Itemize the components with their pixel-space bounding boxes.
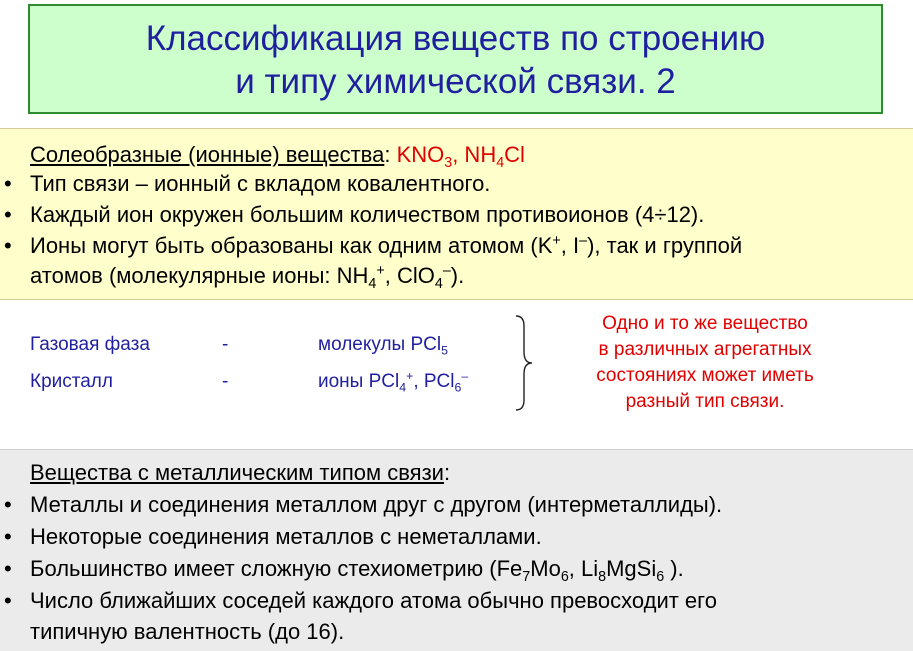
phase-note-line: состояниях может иметь	[596, 365, 814, 386]
ionic-heading-colon: :	[384, 142, 397, 167]
metallic-bullet-4-continuation: типичную валентность (до 16).	[30, 619, 345, 644]
ionic-bullet-3: Ионы могут быть образованы как одним атомом (K+, I–), так и группой	[30, 233, 743, 258]
metallic-bullet-4: Число ближайших соседей каждого атома обычно превосходит его	[30, 588, 717, 613]
curly-brace-icon	[512, 314, 536, 412]
bullet-marker: •	[4, 588, 12, 613]
bullet-marker: •	[4, 233, 12, 258]
metallic-heading-line	[30, 459, 450, 486]
phase-note-line: разный тип связи.	[625, 391, 785, 412]
ionic-bullet-2: Каждый ион окружен большим количеством противоионов (4÷12).	[30, 202, 705, 227]
bullet-marker: •	[4, 492, 12, 517]
metallic-bullet-3: Большинство имеет сложную стехиометрию ($Fe_7Mo_6$, $Li_8MgSi_6$ ).	[30, 556, 684, 585]
crystal-species: ионы PCl$_4$+, PCl$_6$–	[318, 369, 469, 395]
gas-phase-species: молекулы PCl$_5$	[318, 334, 448, 358]
bullet-marker: •	[4, 202, 12, 227]
bullet-marker: •	[4, 556, 12, 581]
metallic-heading: Вещества с металлическим типом связи	[30, 460, 444, 485]
gas-phase-label: Газовая фаза	[30, 334, 150, 355]
metallic-heading-colon: :	[443, 460, 451, 485]
ionic-bullet-3-continuation: атомов (молекулярные ионы: $NH_4^+$, ClO$_4$–).	[30, 263, 465, 292]
gas-phase-dash: -	[222, 334, 229, 355]
crystal-label: Кристалл	[30, 371, 113, 392]
ionic-section	[0, 128, 913, 300]
phase-note-line: Одно и то же вещество	[602, 313, 808, 334]
phase-note-line: в различных агрегатных	[598, 339, 812, 360]
ionic-heading: Солеобразные (ионные) вещества	[30, 142, 385, 167]
title-line-1: Классификация веществ по строению	[145, 19, 766, 58]
phase-note	[555, 311, 855, 415]
title-line-2: и типу химической связи. 2	[235, 62, 676, 101]
metallic-section	[0, 449, 913, 651]
bullet-marker: •	[4, 171, 12, 196]
metallic-bullet-2: Некоторые соединения металлов с неметаллами.	[30, 524, 542, 549]
ionic-examples: $KNO_3$, $NH_4Cl$	[396, 142, 525, 171]
metallic-bullet-1: Металлы и соединения металлом друг с другом (интерметаллиды).	[30, 492, 723, 517]
crystal-dash: -	[222, 371, 229, 392]
title-box	[28, 4, 883, 114]
ionic-heading-line	[30, 141, 525, 171]
ionic-bullet-1: Тип связи – ионный с вкладом ковалентного.	[30, 171, 491, 196]
bullet-marker: •	[4, 524, 12, 549]
